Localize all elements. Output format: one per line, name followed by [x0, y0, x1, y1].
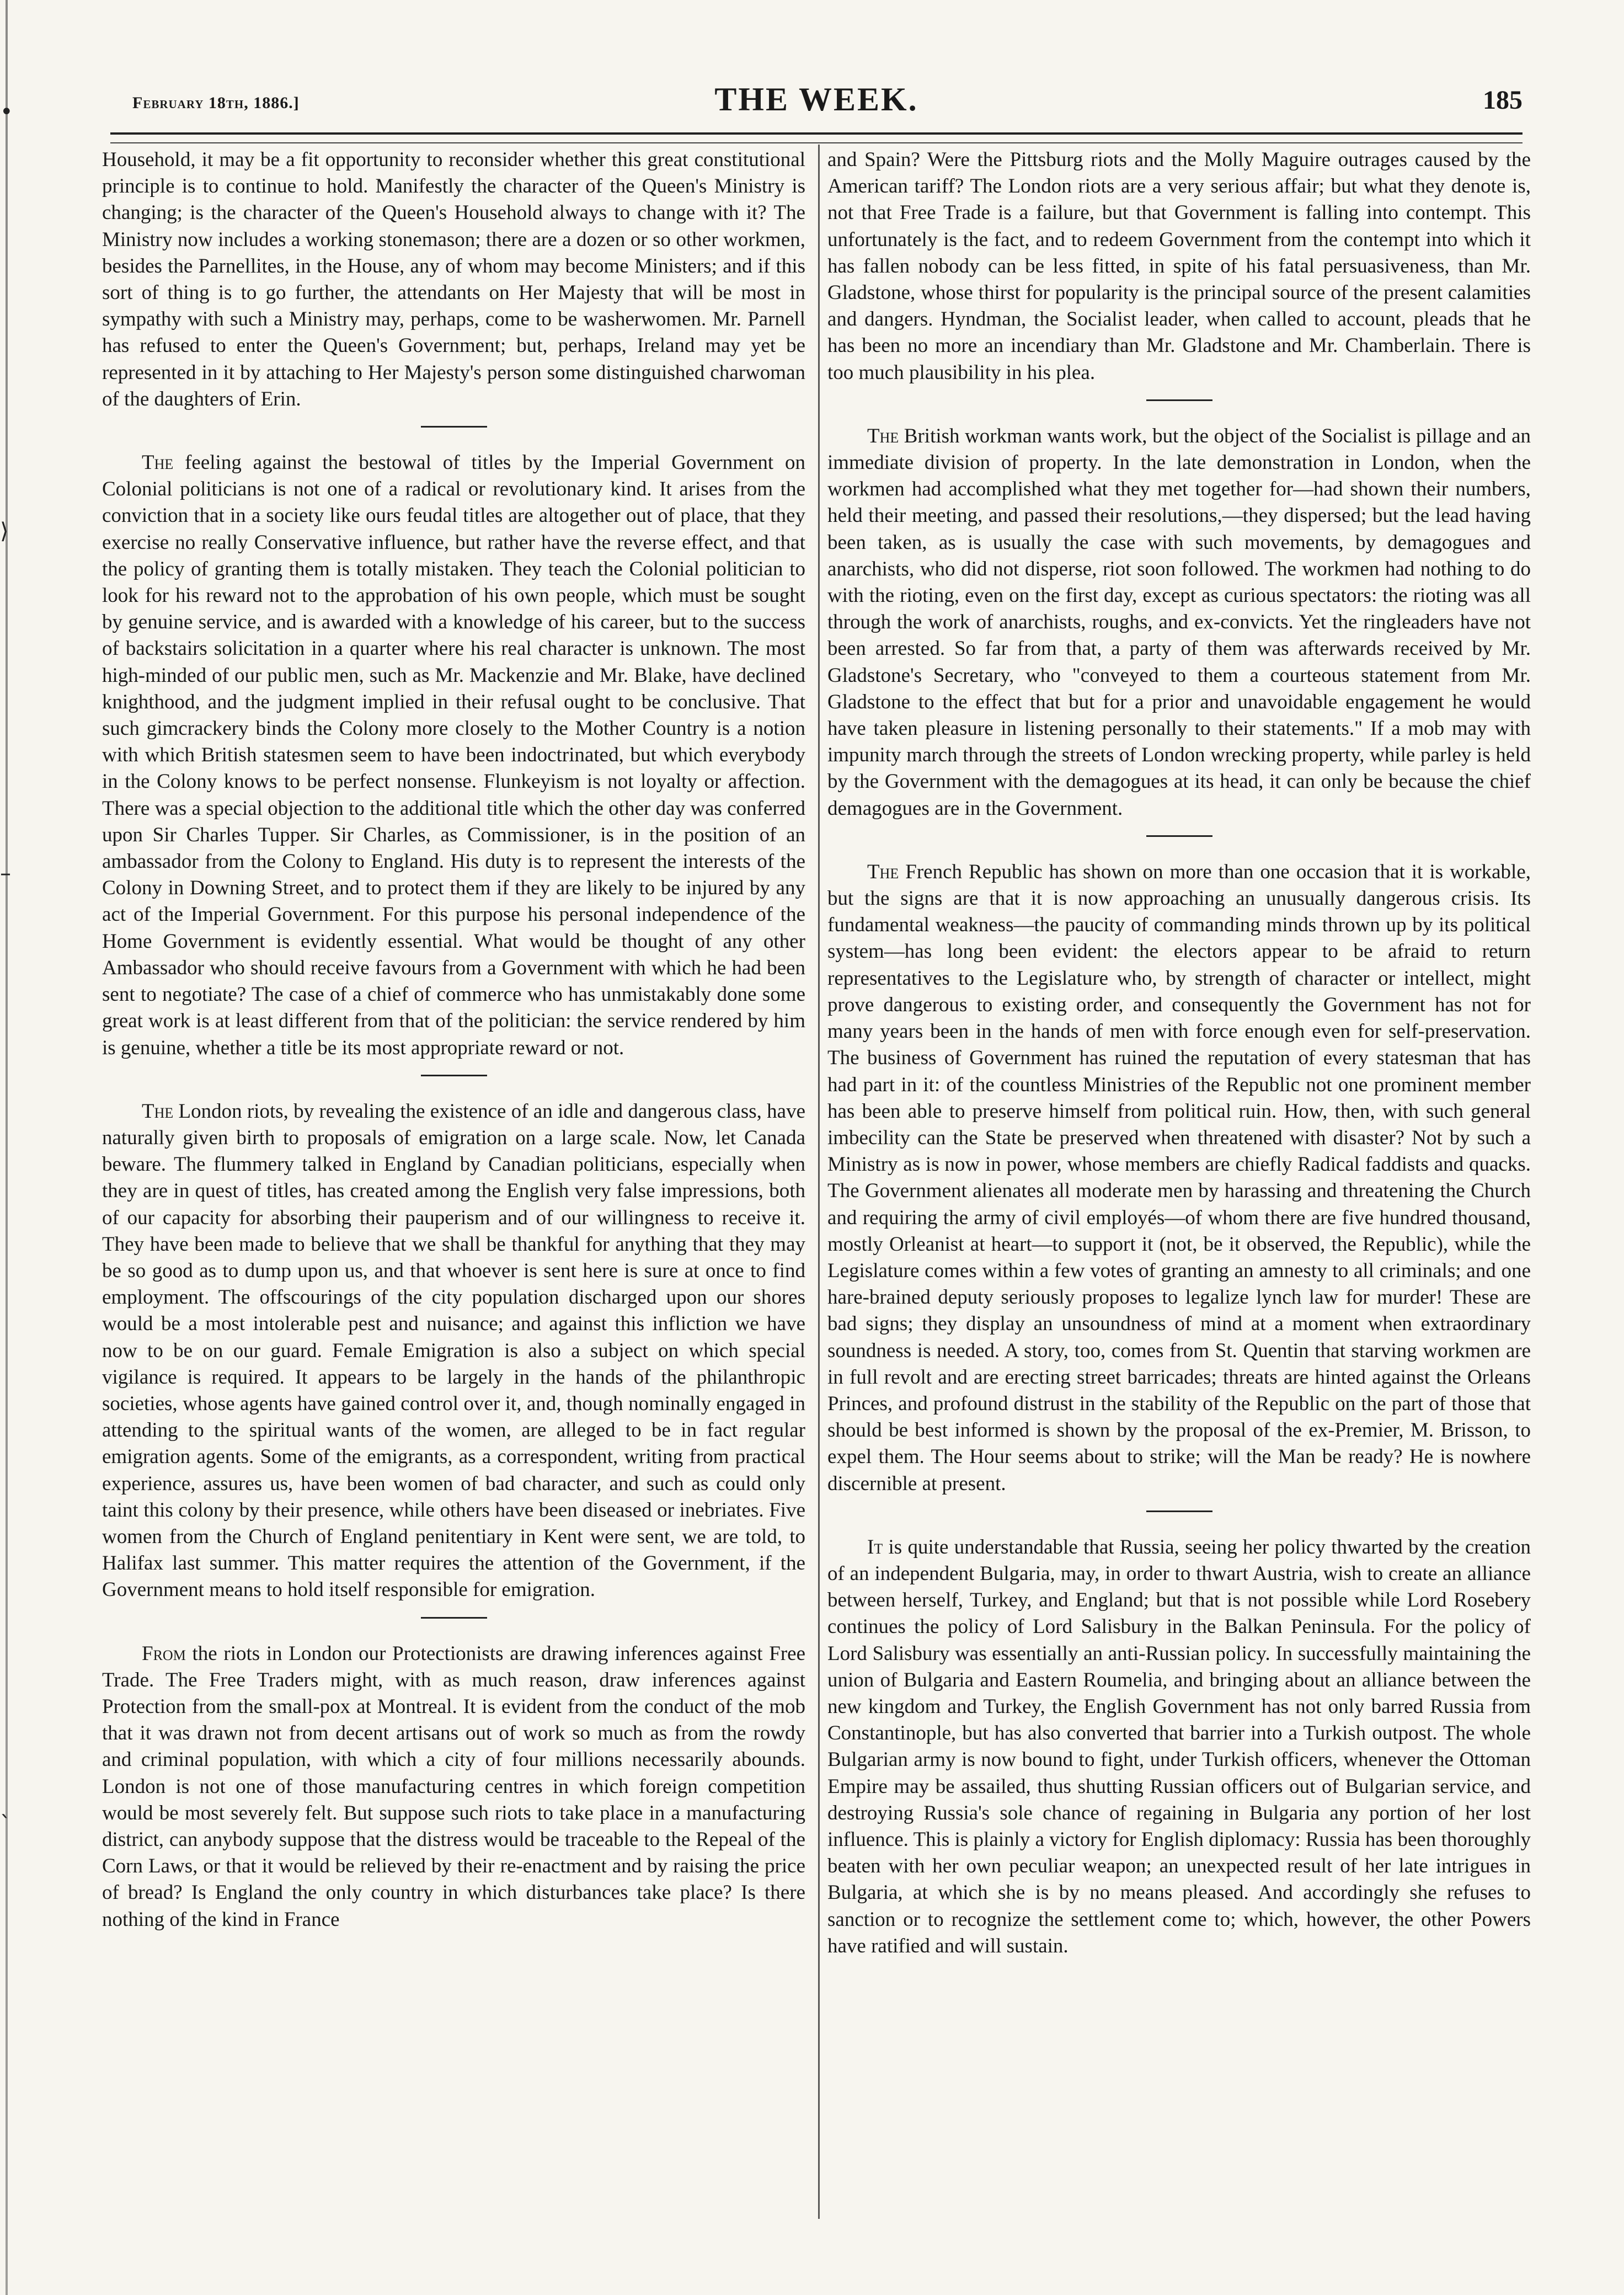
article-paragraph	[102, 450, 805, 1061]
right-column	[827, 147, 1531, 1960]
paragraph-lead: The	[867, 424, 899, 447]
paragraph-text: is quite understandable that Russia, seeing her policy thwarted by the creation of an independent Bulgaria, may, in order to thwart Austria, wish to create an alliance between herself, Turkey, and England; but that is not possible while Lord Rosebery continues the policy of Lord Salisbury in the Balkan Peninsula. For the policy of Lord Salisbury was essentially an anti-Russian policy. In successfully maintaining the union of Bulgaria and Eastern Roumelia, and bringing about an alliance between the new kingdom and Turkey, the English Government has not only barred Russia from Constantinople, but has also converted that barrier into a Turkish outpost. The whole Bulgarian army is now bound to fight, under Turkish officers, whenever the Ottoman Empire may be assailed, thus shutting Russian officers out of Bulgarian service, and destroying Russia's sole chance of regaining in Bulgaria any portion of her lost influence. This is plainly a victory for English diplomacy: Russia has been thoroughly beaten with her own peculiar weapon; an unexpected result of her late intrigues in Bulgaria, at which she is by no means pleased. And accordingly she refuses to sanction or to recognize the settlement come to; which, however, the other Powers have ratified and will sustain.	[827, 1535, 1531, 1957]
article-paragraph	[827, 1534, 1531, 1960]
binding-dot: •	[0, 99, 13, 125]
issue-date: February 18th, 1886.]	[132, 94, 300, 112]
paragraph-lead: From	[142, 1642, 186, 1665]
binding-mark: ˎ	[0, 1793, 11, 1818]
paragraph-text: London riots, by revealing the existence of an idle and dangerous class, have naturally given birth to proposals of emigration on a large scale. Now, let Canada beware. The flummery talked in England by Canadian politicians, especially when they are in quest of titles, has created among the English very false impressions, both of our capacity for absorbing their pauperism and of our willingness to receive it. They have been made to believe that we shall be thankful for anything that they may be so good as to dump upon us, and that whoever is sent here is sure at once to find employment. The offscourings of the city population discharged upon our shores would be a most intolerable pest and nuisance; and against this infliction we have now to be on our guard. Female Emigration is also a subject on which special vigilance is required. It appears to be largely in the hands of the philanthropic societies, whose agents have gained control over it, and, though nominally engaged in attending to the spiritual wants of the women, are alleged to be in fact regular emigration agents. Some of the emigrants, as a correspondent, writing from practical experience, assures us, have been women of bad character, and such as could only taint this colony by their presence, while others have been diseased or inebriates. Five women from the Church of England penitentiary in Kent were sent, we are told, to Halifax last summer. This matter requires the attention of the Government, if the Government means to hold itself responsible for emigration.	[102, 1100, 805, 1602]
section-separator	[421, 1617, 487, 1619]
left-column	[102, 147, 805, 1933]
article-paragraph	[102, 147, 805, 413]
paragraph-text: French Republic has shown on more than one occasion that it is workable, but the signs are that it is now approaching an unusually dangerous crisis. Its fundamental weakness—the paucity of commanding minds thrown up by its political system—has long been evident: the electors appear to be afraid to return representatives to the Legislature who, by strength of character or intellect, might prove dangerous to existing order, and consequently the Government has not for many years been in the hands of men with force enough even for self-preservation. The business of Government has ruined the reputation of every statesman that has had part in it: of the countless Ministries of the Republic not one prominent member has been able to preserve himself from political ruin. How, then, with such general imbecility can the State be preserved when threatened with disaster? Not by such a Ministry as is now in power, whose members are chiefly Radical faddists and quacks. The Government alienates all moderate men by harassing and threatening the Church and requiring the army of civil employés—of whom there are five hundred thousand, mostly Orleanist at heart—to support it (not, be it observed, the Republic), while the Legislature comes within a few votes of granting an amnesty to all criminals; and one hare-brained deputy seriously proposes to legalize lynch law for murder! These are bad signs; they display an unsoundness of mind at a moment when extraordinary soundness is needed. A story, too, comes from St. Quentin that starving workmen are in full revolt and are erecting street barricades; threats are hinted against the Orleans Princes, and profound distrust in the stability of the Republic on the part of those that should be best informed is shown by the proposal of the ex-Premier, M. Brisson, to expel them. The Hour seems about to strike; will the Man be ready? He is nowhere discernible at present.	[827, 860, 1531, 1495]
paragraph-text: Household, it may be a fit opportunity to reconsider whether this great constitutional principle is to continue to hold. Manifestly the character of the Queen's Ministry is changing; is the character of the Queen's Household always to change with it? The Ministry now includes a working stonemason; there are a dozen or so other workmen, besides the Parnellites, in the House, any of whom may become Ministers; and if this sort of thing is to go further, the attendants on Her Majesty that will be most in sympathy with such a Ministry may, perhaps, come to be washerwomen. Mr. Parnell has refused to enter the Queen's Government; but, perhaps, Ireland may yet be represented in it by attaching to Her Majesty's person some distinguished charwoman of the daughters of Erin.	[102, 148, 805, 410]
paragraph-lead: The	[142, 451, 174, 474]
paragraph-text: feeling against the bestowal of titles by the Imperial Government on Colonial politicians is not one of a radical or revolutionary kind. It arises from the conviction that in a society like ours feudal titles are altogether out of place, that they exercise no really Conservative influence, but rather have the reverse effect, and that the policy of granting them is totally mistaken. They teach the Colonial politician to look for his reward not to the approbation of his own people, which must be sought by genuine service, and is awarded with a knowledge of his career, but to the success of backstairs solicitation in a quarter where his real character is unknown. The most high-minded of our public men, such as Mr. Mackenzie and Mr. Blake, have declined knighthood, and the judgment implied in their refusal ought to be conclusive. That such gimcrackery binds the Colony more closely to the Mother Country is a notion with which British statesmen seem to have been indoctrinated, but which everybody in the Colony knows to be perfect nonsense. Flunkeyism is not loyalty or affection. There was a special objection to the additional title which the other day was conferred upon Sir Charles Tupper. Sir Charles, as Commissioner, is in the position of an ambassador from the Colony to England. His duty is to represent the interests of the Colony in Downing Street, and to protect them if they are likely to be injured by any act of the Imperial Government. For this purpose his personal independence of the Home Government is evidently essential. What would be thought of any other Ambassador who should receive favours from a Government with which he had been sent to negotiate? The case of a chief of commerce who has unmistakably done some great work is at least different from that of the politician: the service rendered by him is genuine, whether a title be its most appropriate reward or not.	[102, 451, 805, 1059]
article-paragraph	[827, 423, 1531, 822]
paragraph-lead: The	[867, 860, 899, 883]
section-separator	[1146, 399, 1212, 401]
article-paragraph	[827, 147, 1531, 386]
column-divider	[818, 145, 820, 2219]
page-edge-line	[6, 0, 8, 2295]
page-number: 185	[1483, 86, 1522, 115]
section-separator	[421, 426, 487, 428]
paragraph-text: and Spain? Were the Pittsburg riots and the Molly Maguire outrages caused by the American tariff? The London riots are a very serious affair; but what they denote is, not that Free Trade is a failure, but that Government is falling into contempt. This unfortunately is the fact, and to redeem Government from the contempt into which it has fallen nobody can be less fitted, in spite of his fatal persuasiveness, than Mr. Gladstone, whose thirst for popularity is the principal source of the present calamities and dangers. Hyndman, the Socialist leader, when called to account, pleads that he has been no more an incendiary than Mr. Gladstone and Mr. Chamberlain. There is too much plausibility in his plea.	[827, 148, 1531, 384]
section-separator	[1146, 835, 1212, 837]
binding-mark: ⟩	[0, 519, 9, 544]
article-paragraph	[827, 859, 1531, 1497]
binding-mark: –	[0, 861, 11, 886]
paragraph-text: British workman wants work, but the object of the Socialist is pillage and an immediate division of property. In the late demonstration in London, when the workmen had accomplished what they met together for—had shown their numbers, held their meeting, and passed their resolutions,—they dispersed; but the lead having been taken, as is usually the case with such movements, by demagogues and anarchists, who did not disperse, riot soon followed. The workmen had nothing to do with the rioting, even on the first day, except as curious spectators: the rioting was all through the work of anarchists, roughs, and ex-convicts. Yet the ringleaders have not been arrested. So far from that, a party of them was afterwards received by Mr. Gladstone's Secretary, who "conveyed to them a courteous statement from Mr. Gladstone to the effect that but for a prior and unavoidable engagement he would have taken pleasure in listening personally to their statements." If a mob may with impunity march through the streets of London wrecking property, while parley is held by the Government with the demagogues at its head, it can only be because the chief demagogues are in the Government.	[827, 424, 1531, 820]
publication-title: THE WEEK.	[714, 81, 918, 118]
paragraph-lead: It	[867, 1535, 883, 1559]
header-rule	[110, 132, 1522, 143]
paragraph-lead: The	[142, 1100, 174, 1123]
section-separator	[421, 1075, 487, 1076]
article-paragraph	[102, 1641, 805, 1933]
section-separator	[1146, 1511, 1212, 1512]
paragraph-text: the riots in London our Protectionists are drawing inferences against Free Trade. The Free Traders might, with as much reason, draw inferences against Protection from the small-pox at Montreal. It is evident from the conduct of the mob that it was drawn not from decent artisans out of work so much as from the rowdy and criminal population, with which a city of four millions necessarily abounds. London is not one of those manufacturing centres in which foreign competition would be most severely felt. But suppose such riots to take place in a manufacturing district, can anybody suppose that the distress would be traceable to the Repeal of the Corn Laws, or that it would be relieved by their re-enactment and by raising the price of bread? Is England the only country in which disturbances take place? Is there nothing of the kind in France	[102, 1642, 805, 1931]
article-paragraph	[102, 1098, 805, 1604]
